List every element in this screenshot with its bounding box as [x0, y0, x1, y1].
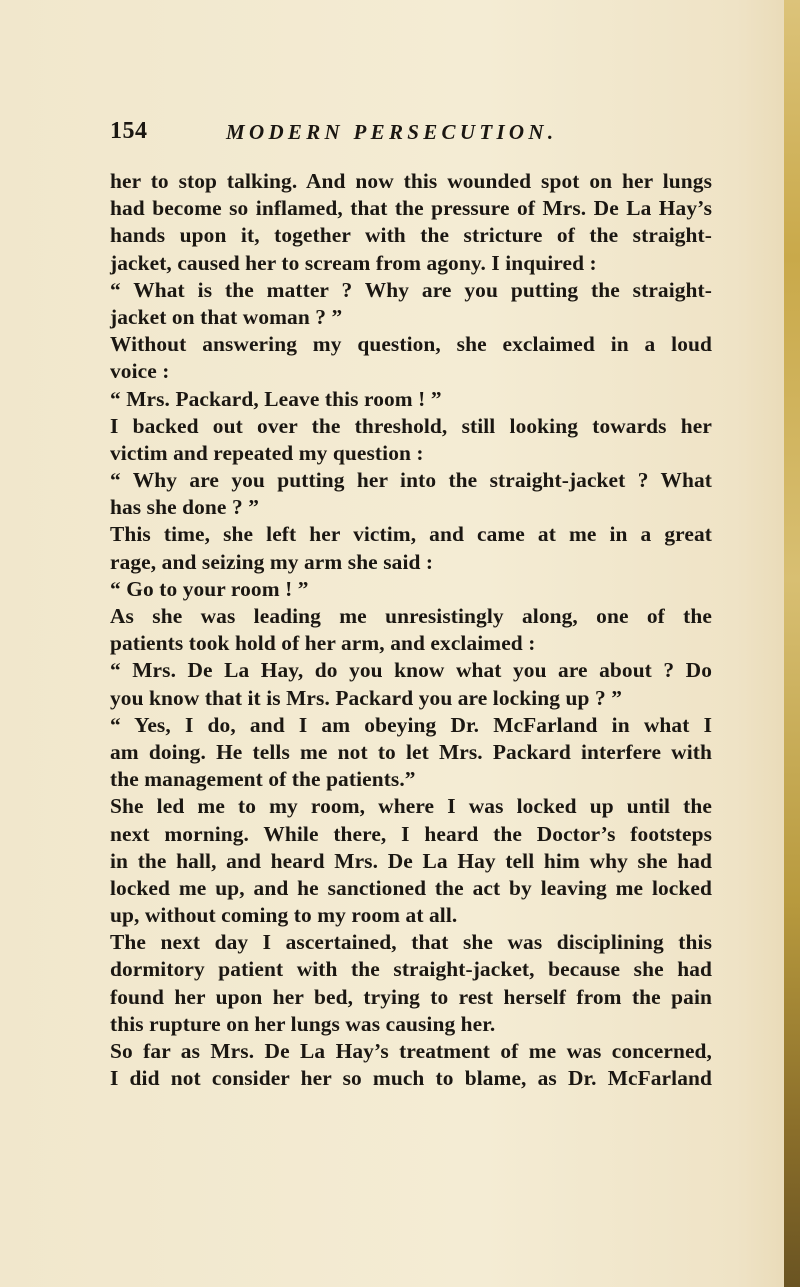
- text-line: “ What is the matter ? Why are you putting the straight-: [110, 277, 712, 302]
- text-line: I backed out over the threshold, still looking towards her: [110, 413, 712, 438]
- text-line: jacket, caused her to scream from agony. I inquired :: [110, 250, 597, 275]
- text-line: her to stop talking. And now this wounded spot on her lungs: [110, 169, 712, 193]
- text-line: Without answering my question, she exclaimed in a loud: [110, 332, 712, 357]
- text-line: I did not consider her so much to blame, as Dr. McFarland: [110, 1066, 712, 1091]
- text-line: am doing. He tells me not to let Mrs. Packard interfere with: [110, 739, 712, 764]
- page-number: 154: [110, 118, 148, 144]
- text-line: As she was leading me unresistingly along, one of the: [110, 604, 712, 628]
- text-line: “ Mrs. De La Hay, do you know what you are about ? Do: [110, 658, 712, 683]
- text-line: “ Yes, I do, and I am obeying Dr. McFarland in what I: [110, 712, 712, 737]
- text-line: jacket on that woman ? ”: [110, 304, 343, 329]
- page-edge: [784, 0, 800, 1287]
- text-line: next morning. While there, I heard the Doctor’s footsteps: [110, 821, 712, 846]
- page-header: [110, 118, 710, 150]
- body-text: [110, 168, 712, 1092]
- text-line: The next day I ascertained, that she was disciplining this: [110, 930, 712, 955]
- text-line: had become so inflamed, that the pressure of Mrs. De La Hay’s: [110, 196, 712, 221]
- text-line: “ Mrs. Packard, Leave this room ! ”: [110, 386, 442, 411]
- text-line: patients took hold of her arm, and exclaimed :: [110, 631, 536, 656]
- text-line: “ Go to your room ! ”: [110, 576, 309, 601]
- text-line: found her upon her bed, trying to rest herself from the pain: [110, 984, 712, 1009]
- text-line: hands upon it, together with the stricture of the straight-: [110, 223, 712, 248]
- text-line: locked me up, and he sanctioned the act by leaving me locked: [110, 875, 712, 900]
- text-line: This time, she left her victim, and came at me in a great: [110, 522, 712, 547]
- running-head: MODERN PERSECUTION.: [226, 120, 558, 144]
- text-line: the management of the patients.”: [110, 767, 416, 792]
- text-line: dormitory patient with the straight-jacket, because she had: [110, 957, 712, 982]
- text-line: voice :: [110, 359, 170, 384]
- text-line: So far as Mrs. De La Hay’s treatment of me was concerned,: [110, 1039, 712, 1063]
- text-line: in the hall, and heard Mrs. De La Hay tell him why she had: [110, 848, 712, 873]
- text-line: up, without coming to my room at all.: [110, 903, 458, 928]
- text-line: you know that it is Mrs. Packard you are locking up ? ”: [110, 685, 622, 710]
- text-line: “ Why are you putting her into the straight-jacket ? What: [110, 468, 712, 493]
- text-line: rage, and seizing my arm she said :: [110, 549, 434, 574]
- text-line: She led me to my room, where I was locked up until the: [110, 794, 712, 819]
- text-line: this rupture on her lungs was causing her.: [110, 1011, 496, 1036]
- text-line: has she done ? ”: [110, 495, 259, 520]
- text-line: victim and repeated my question :: [110, 440, 424, 465]
